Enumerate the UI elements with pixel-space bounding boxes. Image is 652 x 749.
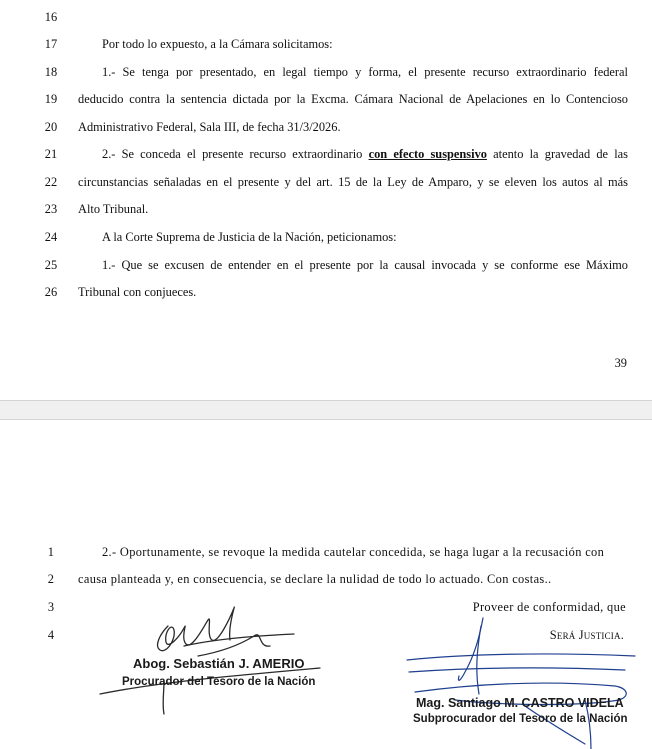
- document-line: [0, 89, 652, 109]
- document-line: [0, 172, 652, 192]
- line-number: 26: [44, 285, 58, 299]
- line-text: Tribunal con conjueces.: [78, 285, 197, 299]
- line-text: A la Corte Suprema de Justicia de la Nación, peticionamos:: [102, 230, 397, 244]
- line-number: 22: [44, 175, 58, 189]
- signatory-name-2: Mag. Santiago M. CASTRO VIDELA: [416, 696, 624, 710]
- line-text: circunstancias señaladas en el presente y del art. 15 de la Ley de Amparo, y se eleven los autos al más: [78, 175, 628, 189]
- line-number: 3: [47, 600, 55, 614]
- document-line: [0, 34, 652, 54]
- line-text: [102, 144, 628, 164]
- document-page-40: [0, 420, 652, 749]
- closing-formula: Será Justicia.: [549, 628, 624, 642]
- line-text-post: atento la gravedad de las: [493, 147, 628, 161]
- line-text-pre: 2.- Se conceda el presente recurso extraordinario: [102, 147, 363, 161]
- document-line: [0, 255, 652, 275]
- document-line: [0, 62, 652, 82]
- document-line: [0, 117, 652, 137]
- line-text: Alto Tribunal.: [78, 202, 149, 216]
- line-text: Por todo lo expuesto, a la Cámara solicitamos:: [102, 37, 333, 51]
- signatory-title-2: Subprocurador del Tesoro de la Nación: [413, 713, 628, 725]
- line-number: 21: [44, 147, 58, 161]
- line-text: 2.- Oportunamente, se revoque la medida cautelar concedida, se haga lugar a la recusación con: [102, 545, 605, 559]
- line-number: 19: [44, 92, 58, 106]
- line-number: 23: [44, 202, 58, 216]
- page-separator: [0, 400, 652, 420]
- document-line: [0, 7, 652, 27]
- document-line: [0, 199, 652, 219]
- document-line: [0, 282, 652, 302]
- emphasis-text: con efecto suspensivo: [368, 147, 487, 161]
- line-text: Proveer de conformidad, que: [472, 600, 626, 614]
- line-number: 4: [47, 628, 55, 642]
- document-line: [0, 144, 652, 164]
- document-line: [0, 542, 652, 562]
- line-text: 1.- Que se excusen de entender en el presente por la causal invocada y se conforme ese Máximo: [102, 258, 628, 272]
- line-text: 1.- Se tenga por presentado, en legal tiempo y forma, el presente recurso extraordinario federal: [102, 65, 628, 79]
- line-number: 2: [47, 572, 55, 586]
- document-line: [0, 569, 652, 589]
- line-number: 1: [47, 545, 55, 559]
- line-number: 18: [44, 65, 58, 79]
- line-number: 20: [44, 120, 58, 134]
- line-number: 24: [44, 230, 58, 244]
- signatory-title-1: Procurador del Tesoro de la Nación: [122, 676, 316, 688]
- line-text: deducido contra la sentencia dictada por la Excma. Cámara Nacional de Apelaciones en lo Contencioso: [78, 92, 628, 106]
- line-text: causa planteada y, en consecuencia, se declare la nulidad de todo lo actuado. Con costas..: [78, 572, 552, 586]
- line-number: 17: [44, 37, 58, 51]
- line-number: 25: [44, 258, 58, 272]
- signatory-name-1: Abog. Sebastián J. AMERIO: [133, 656, 305, 671]
- page-number: 39: [614, 356, 627, 370]
- line-number: 16: [44, 10, 58, 24]
- document-line: [0, 227, 652, 247]
- line-text: Administrativo Federal, Sala III, de fecha 31/3/2026.: [78, 120, 341, 134]
- handwritten-signature-2: [395, 610, 652, 749]
